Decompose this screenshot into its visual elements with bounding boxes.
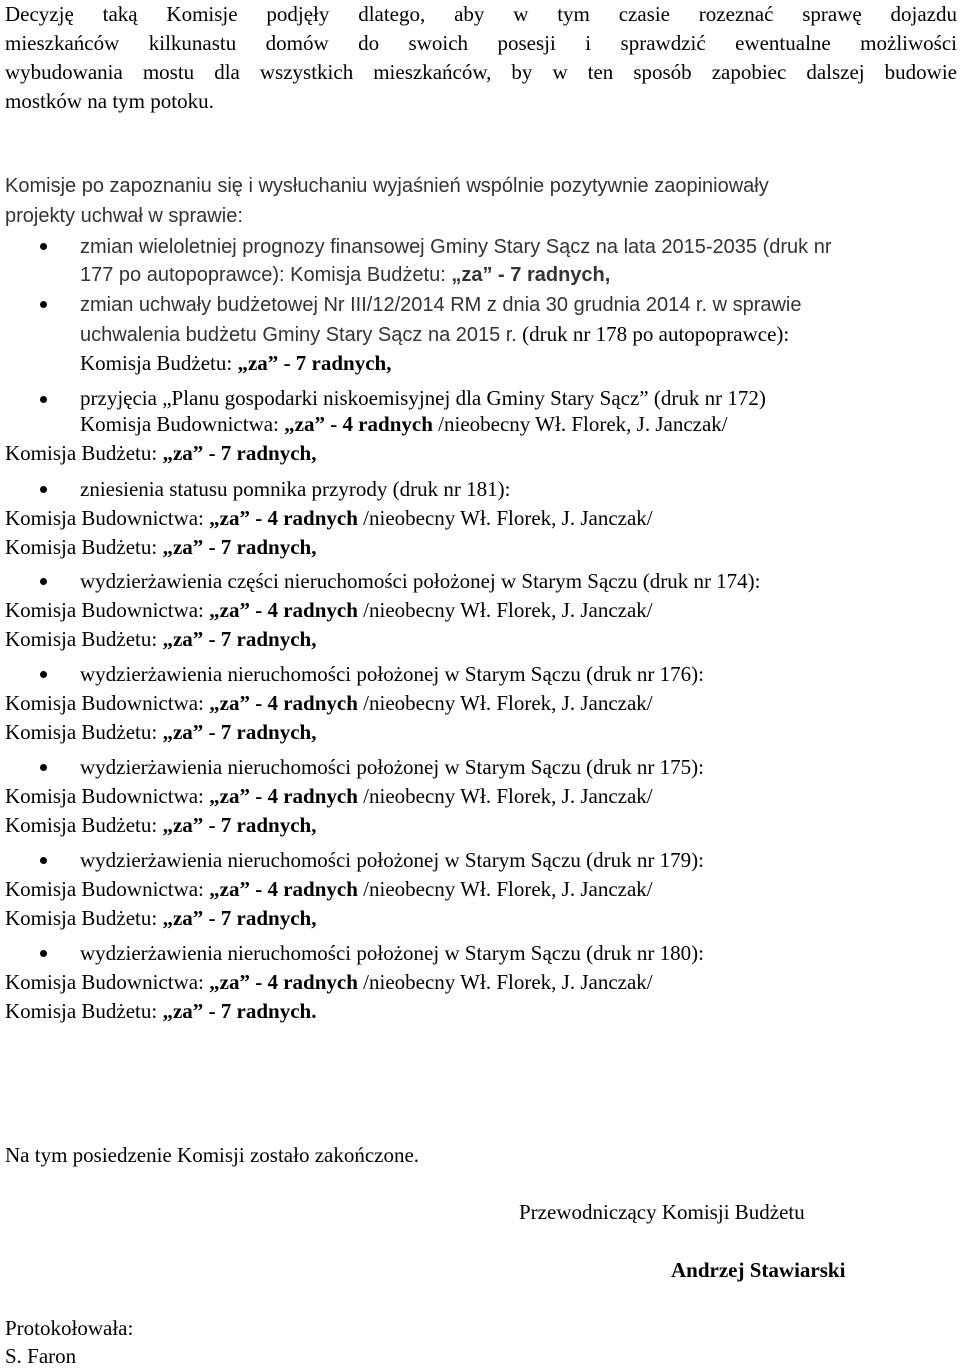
chair-title: Przewodniczący Komisji Budżetu xyxy=(519,1200,805,1224)
item-5-line-3: Komisja Budżetu: „za” - 7 radnych, xyxy=(5,627,317,651)
intro-line-3: wybudowania mostu dla wszystkich mieszkańców, by w ten sposób zapobiec dalszej budowie xyxy=(5,60,957,84)
item-2-line-3: Komisja Budżetu: „za” - 7 radnych, xyxy=(80,351,392,375)
opinion-line-1: Komisje po zapoznaniu się i wysłuchaniu wyjaśnień wspólnie pozytywnie zaopiniowały xyxy=(5,175,769,197)
item-9-line-1: wydzierżawienia nieruchomości położonej w Starym Sączu (druk nr 180): xyxy=(80,941,704,965)
item-4-line-2: Komisja Budownictwa: „za” - 4 radnych /nieobecny Wł. Florek, J. Janczak/ xyxy=(5,506,653,530)
item-2-line-2: uchwalenia budżetu Gminy Stary Sącz na 2015 r. (druk nr 178 po autopoprawce): xyxy=(80,322,790,346)
item-9-line-3: Komisja Budżetu: „za” - 7 radnych. xyxy=(5,999,317,1023)
bullet-icon xyxy=(40,243,47,250)
bullet-icon xyxy=(40,857,47,864)
closing-text: Na tym posiedzenie Komisji zostało zakończone. xyxy=(5,1143,420,1167)
intro-line-4: mostków na tym potoku. xyxy=(5,89,214,113)
item-9-line-2: Komisja Budownictwa: „za” - 4 radnych /nieobecny Wł. Florek, J. Janczak/ xyxy=(5,970,653,994)
item-5-line-1: wydzierżawienia części nieruchomości położonej w Starym Sączu (druk nr 174): xyxy=(80,569,761,593)
item-2-line-1: zmian uchwały budżetowej Nr III/12/2014 RM z dnia 30 grudnia 2014 r. w sprawie xyxy=(80,294,802,316)
item-6-line-1: wydzierżawienia nieruchomości położonej w Starym Sączu (druk nr 176): xyxy=(80,662,704,686)
item-3-line-1: przyjęcia „Planu gospodarki niskoemisyjnej dla Gminy Stary Sącz” (druk nr 172) xyxy=(80,386,766,410)
bullet-icon xyxy=(40,486,47,493)
intro-line-2: mieszkańców kilkunastu domów do swoich posesji i sprawdzić ewentualne możliwości xyxy=(5,31,957,55)
item-7-line-3: Komisja Budżetu: „za” - 7 radnych, xyxy=(5,813,317,837)
item-3-line-2: Komisja Budownictwa: „za” - 4 radnych /nieobecny Wł. Florek, J. Janczak/ xyxy=(80,412,728,436)
bullet-icon xyxy=(40,950,47,957)
protocol-name: S. Faron xyxy=(5,1344,77,1368)
item-8-line-3: Komisja Budżetu: „za” - 7 radnych, xyxy=(5,906,317,930)
opinion-line-2: projekty uchwał w sprawie: xyxy=(5,205,243,227)
item-4-line-3: Komisja Budżetu: „za” - 7 radnych, xyxy=(5,535,317,559)
item-4-line-1: zniesienia statusu pomnika przyrody (druk nr 181): xyxy=(80,477,511,501)
protocol-label: Protokołowała: xyxy=(5,1316,134,1340)
intro-line-1: Decyzję taką Komisje podjęły dlatego, aby w tym czasie rozeznać sprawę dojazdu xyxy=(5,2,957,26)
bullet-icon xyxy=(40,396,47,403)
bullet-icon xyxy=(40,578,47,585)
bullet-icon xyxy=(40,764,47,771)
item-6-line-2: Komisja Budownictwa: „za” - 4 radnych /nieobecny Wł. Florek, J. Janczak/ xyxy=(5,691,653,715)
item-1-line-2: 177 po autopoprawce): Komisja Budżetu: „za” - 7 radnych, xyxy=(80,264,611,286)
chair-name: Andrzej Stawiarski xyxy=(671,1258,846,1282)
item-8-line-1: wydzierżawienia nieruchomości położonej w Starym Sączu (druk nr 179): xyxy=(80,848,704,872)
item-7-line-1: wydzierżawienia nieruchomości położonej w Starym Sączu (druk nr 175): xyxy=(80,755,704,779)
item-1-line-1: zmian wieloletniej prognozy finansowej Gminy Stary Sącz na lata 2015-2035 (druk nr xyxy=(80,236,832,258)
item-6-line-3: Komisja Budżetu: „za” - 7 radnych, xyxy=(5,720,317,744)
bullet-icon xyxy=(40,301,47,308)
item-8-line-2: Komisja Budownictwa: „za” - 4 radnych /nieobecny Wł. Florek, J. Janczak/ xyxy=(5,877,653,901)
bullet-icon xyxy=(40,671,47,678)
item-7-line-2: Komisja Budownictwa: „za” - 4 radnych /nieobecny Wł. Florek, J. Janczak/ xyxy=(5,784,653,808)
item-3-line-3: Komisja Budżetu: „za” - 7 radnych, xyxy=(5,441,317,465)
item-5-line-2: Komisja Budownictwa: „za” - 4 radnych /nieobecny Wł. Florek, J. Janczak/ xyxy=(5,598,653,622)
